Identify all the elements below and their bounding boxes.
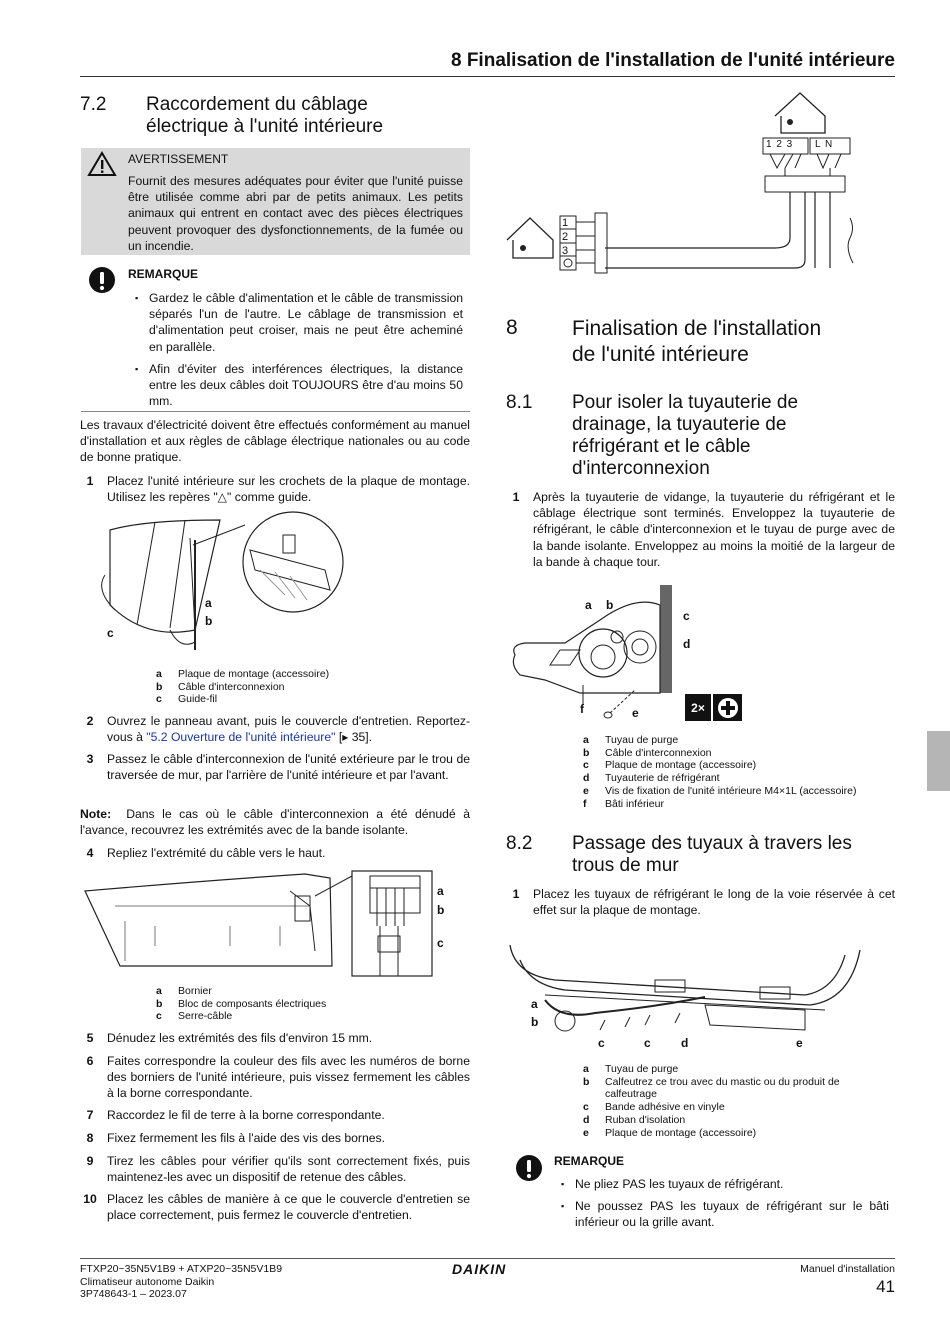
fig81-label-a: a <box>585 598 592 612</box>
fig81-label-c: c <box>683 609 690 623</box>
notice-icon <box>88 266 116 294</box>
step-9: 9 Tirez les câbles pour vérifier qu'ils sont correctement fixés, puis maintenez-les avec un dispositif de retenue des câbles. <box>86 1154 470 1185</box>
fig2-label-a: a <box>437 884 444 898</box>
step-2: 2 Ouvrez le panneau avant, puis le couvercle d'entretien. Reportez-vous à "5.2 Ouverture de l'unité intérieure" [▸ 35]. <box>86 714 470 745</box>
fig2-label-c: c <box>437 936 444 950</box>
running-header: 8 Finalisation de l'installation de l'unité intérieure <box>450 50 895 71</box>
fig81-label-d: d <box>683 637 691 651</box>
link-ouverture-unite[interactable]: "5.2 Ouverture de l'unité intérieure" <box>146 730 336 745</box>
legend-figure-8-1: a Tuyau de purge b Câble d'interconnexion c Plaque de montage (accessoire) d Tuyauterie de réfrigérant e Vis de fixation de l'unité intérieure M4×1L (accessoire) f Bâti inférieur <box>583 734 857 810</box>
notice-icon <box>515 1154 543 1182</box>
section-number: 8.1 <box>506 392 533 413</box>
header-rule <box>80 76 895 77</box>
notice-title: REMARQUE <box>554 1154 625 1168</box>
right-terminal-labels-a: 1 2 3 <box>766 139 794 150</box>
notice-list <box>561 1176 889 1231</box>
fig1-label-c: c <box>107 626 114 640</box>
step-3: 3 Passez le câble d'interconnexion de l'unité extérieure par le trou de traversée de mur, par l'arrière de l'unité intérieure et par l'avant. <box>86 752 470 783</box>
legend-figure-1: a Plaque de montage (accessoire) b Câble d'interconnexion c Guide-fil <box>156 668 330 706</box>
footer-left: FTXP20~35N5V1B9 + ATXP20~35N5V1B9 Climatiseur autonome Daikin 3P748643-1 – 2023.07 <box>80 1263 283 1301</box>
brand-logo: DAIKIN <box>452 1261 507 1277</box>
notice-item: ▪ Ne poussez PAS les tuyaux de réfrigérant sur le bâti inférieur ou la grille avant. <box>561 1198 889 1230</box>
figure-terminal-block <box>80 866 460 981</box>
figure-hang-unit <box>85 510 345 670</box>
fig1-label-a: a <box>205 596 212 610</box>
step-7: 7 Raccordez le fil de terre à la borne correspondante. <box>86 1108 385 1122</box>
chapter-title: Finalisation de l'installation de l'unité intérieure <box>572 317 822 366</box>
fig81-label-b: b <box>606 598 614 612</box>
section-title: Pour isoler la tuyauterie de drainage, la tuyauterie de réfrigérant et le câble d'interconnexion <box>572 392 799 479</box>
fig82-label-e: e <box>796 1036 803 1050</box>
legend-figure-8-2: a Tuyau de purge b Calfeutrez ce trou avec du mastic ou du produit de calfeutrage c Bande adhésive en vinyle d Ruban d'isolation e Plaque de montage (accessoire) <box>583 1063 840 1139</box>
step-4: 4 Repliez l'extrémité du câble vers le haut. <box>86 846 326 860</box>
notice-item: ▪ Gardez le câble d'alimentation et le câble de transmission séparés l'un de l'autre. Le câblage de transmission et d'alimentation peut croiser, mais ne peut être acheminé en parallèle. <box>135 290 463 355</box>
section-title: Raccordement du câblage électrique à l'unité intérieure <box>146 94 384 137</box>
fig82-label-d: d <box>681 1036 689 1050</box>
footer-rule <box>80 1258 895 1259</box>
warning-text: Fournit des mesures adéquates pour éviter que l'unité puisse être utilisée comme abri par de petits animaux. Les petits animaux qui entrent en contact avec des pièces électriques peuvent provoquer des dysfonctionnements, de la fumée ou un incendie. <box>128 174 463 253</box>
step-10: 10 Placez les câbles de manière à ce que le couvercle d'entretien se place correctement, puis fermez le couvercle d'entretien. <box>83 1192 470 1223</box>
step-1: 1 Placez l'unité intérieure sur les crochets de la plaque de montage. Utilisez les repères "△" comme guide. <box>86 474 470 505</box>
intro-paragraph: Les travaux d'électricité doivent être effectués conformément au manuel d'installation et aux règles de câblage électrique nationales ou au code de bonne pratique. <box>80 418 470 465</box>
note-paragraph: Note: Dans le cas où le câble d'interconnexion a été dénudé à l'avance, recouvrez les extrémités avec de la bande isolante. <box>80 807 470 838</box>
notice-item: ▪ Afin d'éviter des interférences électriques, la distance entre les deux câbles doit TOUJOURS être d'au moins 50 mm. <box>135 361 463 410</box>
fig82-label-c1: c <box>598 1036 605 1050</box>
footer-manual: Manuel d'installation <box>800 1263 895 1275</box>
notice-list <box>135 290 463 409</box>
section-title: Passage des tuyaux à travers les trous de mur <box>572 833 852 876</box>
quantity-badge: 2× <box>685 694 711 721</box>
left-terminal-labels: 1 2 3 <box>562 217 569 257</box>
step-8-1-1: 1 Après la tuyauterie de vidange, la tuyauterie du réfrigérant et le câblage électrique sont terminés. Enveloppez la tuyauterie de réfrigérant, le câble d'interconnexion et le tuyau de purge avec de la bande isolante. Enveloppez au moins la moitié de la largeur de la bande à chaque tour. <box>512 490 895 569</box>
notice-item: ▪ Ne pliez PAS les tuyaux de réfrigérant. <box>561 1176 889 1192</box>
legend-figure-2: a Bornier b Bloc de composants électriques c Serre-câble <box>156 985 327 1023</box>
figure-wall-pipes <box>505 935 865 1040</box>
step-6: 6 Faites correspondre la couleur des fils avec les numéros de borne des borniers de l'unité intérieure, puis vissez fermement les câbles à la borne correspondante. <box>86 1054 470 1101</box>
fig1-label-b: b <box>205 614 213 628</box>
right-terminal-labels-b: L N <box>815 139 834 150</box>
chapter-side-tab <box>927 731 950 791</box>
notice-title: REMARQUE <box>128 267 199 281</box>
section-number: 8.2 <box>506 833 533 854</box>
chapter-number: 8 <box>506 316 518 339</box>
fig82-label-a: a <box>531 997 538 1011</box>
step-8-2-1: 1 Placez les tuyaux de réfrigérant le long de la voie réservée à cet effet sur la plaque de montage. <box>512 887 895 918</box>
fig81-label-e: e <box>632 706 639 720</box>
warning-title: AVERTISSEMENT <box>128 152 229 166</box>
page-number: 41 <box>876 1277 895 1296</box>
warning-triangle-icon <box>87 151 117 177</box>
figure-wiring-diagram <box>505 88 865 278</box>
fig2-label-b: b <box>437 903 445 917</box>
step-8: 8 Fixez fermement les fils à l'aide des vis des bornes. <box>86 1131 386 1145</box>
fig81-label-f: f <box>580 702 584 716</box>
step-5: 5 Dénudez les extrémités des fils d'environ 15 mm. <box>86 1031 373 1045</box>
screw-plus-icon <box>713 694 742 721</box>
divider <box>81 411 470 412</box>
fig82-label-b: b <box>531 1015 539 1029</box>
fig82-label-c2: c <box>644 1036 651 1050</box>
section-number: 7.2 <box>80 94 107 115</box>
